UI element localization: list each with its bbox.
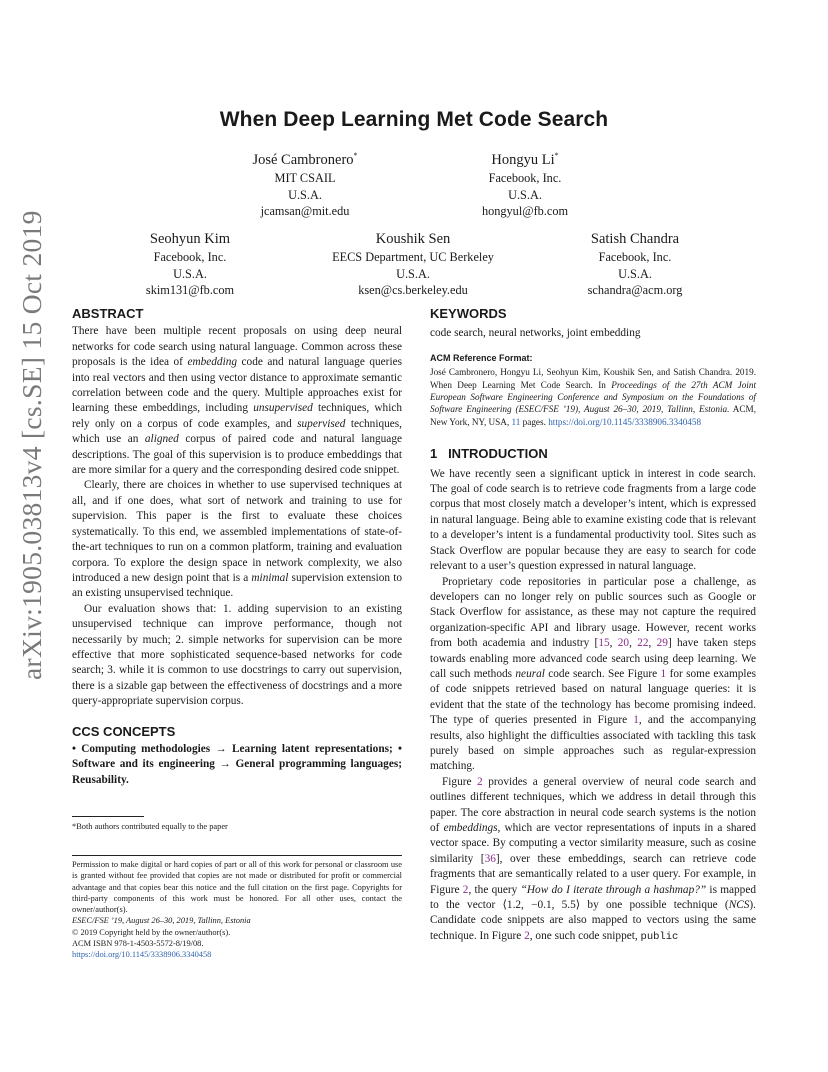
figure-ref-link[interactable]: 1 xyxy=(633,714,639,727)
footnote: *Both authors contributed equally to the paper xyxy=(72,822,228,831)
isbn-line: ACM ISBN 978-1-4503-5572-8/19/08. xyxy=(72,939,204,949)
intro-paragraph-2: Proprietary code repositories in particular pose a challenge, as developers can no longer rely on public sources such as Google or Stack Overflow for assistance, as these may not capture the required organization-specific API and library usage. However, recent works from both academia and industry [15, 20, 22, 29] have taken steps towards enabling more advanced code search using deep learning. We call such methods neural code search. See Figure 1 for some examples of code snippets retrieved based on natural language queries: it is evident that the state of the technology has become promising indeed. The type of queries presented in Figure 1, and the accompanying results, also highlight the difficulties associated with tackling this task purely based on simple approaches such as regular-expression matching. xyxy=(430,575,756,773)
author-affiliation: Facebook, Inc. xyxy=(598,250,672,264)
author-country: U.S.A. xyxy=(618,266,652,281)
author-email: jcamsan@mit.edu xyxy=(260,204,350,218)
introduction-heading: 1 INTRODUCTION xyxy=(430,446,548,462)
author-email: skim131@fb.com xyxy=(145,283,235,297)
ccs-heading: CCS CONCEPTS xyxy=(72,723,176,739)
author-email: hongyul@fb.com xyxy=(481,204,569,218)
figure-ref-link[interactable]: 2 xyxy=(524,929,530,942)
author-country: U.S.A. xyxy=(173,266,207,281)
abstract-heading: ABSTRACT xyxy=(72,306,144,321)
author-block-5 xyxy=(535,230,735,299)
author-name: Seohyun Kim xyxy=(149,231,231,247)
author-email: schandra@acm.org xyxy=(587,283,683,297)
acm-reference: ACM Reference Format: José Cambronero, Hongyu Li, Seohyun Kim, Koushik Sen, and Satish Chandra. 2019. When Deep Learning Met Code Search. In Proceedings of the 27th ACM Joint European Software Engineering Conference and Symposium on the Foundations of Software Engineering (ESEC/FSE ’19), August 26–30, 2019, Tallinn, Estonia. ACM, New York, NY, USA, 11 pages. https://doi.org/10.1145/3338906.3340458 xyxy=(430,352,757,427)
author-affiliation: Facebook, Inc. xyxy=(153,250,227,264)
author-affiliation: MIT CSAIL xyxy=(274,171,336,185)
citation-link[interactable]: 29 xyxy=(656,637,668,650)
author-country: U.S.A. xyxy=(396,266,430,281)
abstract-paragraph-1: There have been multiple recent proposals on using deep neural networks for code search using natural language. Common across these proposals is the idea of embedding code and natural language queries into real vectors and then using vector distance to approximate semantic correlation between code and the query. Multiple approaches exist for learning these embeddings, including unsupervised techniques, which rely only on a corpus of code examples, and supervised techniques, which use an aligned corpus of paired code and natural language descriptions. The goal of this supervision is to produce embeddings that are more similar for a query and the corresponding desired code snippet. xyxy=(72,325,402,477)
left-column xyxy=(72,306,402,788)
keywords-text: code search, neural networks, joint embedding xyxy=(430,327,641,340)
arxiv-stamp: arXiv:1905.03813v4 [cs.SE] 15 Oct 2019 xyxy=(16,210,47,680)
author-name: José Cambronero xyxy=(252,152,354,168)
right-column xyxy=(430,306,756,945)
abstract-paragraph-3: Our evaluation shows that: 1. adding supervision to an existing unsupervised technique can improve performance, though not necessarily by much; 2. simple networks for supervision can be more effective that more sophisticated sequence-based networks for code search; 3. while it is common to use docstrings to carry out supervision, there is a sizable gap between the effectiveness of docstrings and a more query-appropriate supervision corpus. xyxy=(72,602,402,708)
acm-doi-link[interactable]: https://doi.org/10.1145/3338906.3340458 xyxy=(548,416,702,427)
author-name: Koushik Sen xyxy=(375,231,451,247)
figure-ref-link[interactable]: 2 xyxy=(462,883,469,896)
author-name: Hongyu Li xyxy=(491,152,555,168)
pages-link[interactable]: 11 xyxy=(511,416,521,427)
figure-ref-link[interactable]: 2 xyxy=(477,775,483,788)
venue-line: ESEC/FSE ’19, August 26–30, 2019, Tallinn, Estonia xyxy=(72,916,251,926)
citation-link[interactable]: 20 xyxy=(617,637,630,650)
citation-link[interactable]: 22 xyxy=(637,637,649,650)
permission-text: Permission to make digital or hard copies of part or all of this work for personal or classroom use is granted without fee provided that copies are not made or distributed for profit or commercial advantage and that copies bear this notice and the full citation on the first page. Copyrights for third-party components of this work must be honored. For all other uses, contact the owner/author(s). xyxy=(72,860,402,915)
author-block-2: Hongyu Li* Facebook, Inc. U.S.A. hongyul@fb.com xyxy=(420,151,630,220)
paper-title: When Deep Learning Met Code Search xyxy=(219,108,609,131)
author-block-4 xyxy=(300,230,526,299)
permission-rule xyxy=(72,855,402,856)
copyright-line: © 2019 Copyright held by the owner/author(s). xyxy=(72,927,231,937)
author-affiliation: EECS Department, UC Berkeley xyxy=(332,250,494,264)
permission-block xyxy=(72,859,402,961)
figure-ref-link[interactable]: 1 xyxy=(660,667,667,680)
author-block-1: José Cambronero* MIT CSAIL U.S.A. jcamsan@mit.edu xyxy=(200,151,410,220)
acm-reference-heading: ACM Reference Format: xyxy=(430,352,533,363)
citation-link[interactable]: 15 xyxy=(598,637,610,650)
footnote-rule xyxy=(72,816,144,817)
author-country: U.S.A. xyxy=(508,187,542,202)
abstract-paragraph-2: Clearly, there are choices in whether to use supervised techniques at all, and if one does, what sort of network and training to use for supervision. This paper is the first to evaluate these choices systematically. To this end, we assembled implementations of state-of-the-art techniques to run on a common platform, training and evaluation corpora. To explore the design space in network complexity, we also introduced a new design point that is a minimal supervision extension to an existing unsupervised technique. xyxy=(72,479,402,600)
intro-paragraph-3: Figure 2 provides a general overview of neural code search and outlines different techniques, which we address in detail through this paper. The core abstraction in neural code search systems is the notion of embeddings, which are vector representations of inputs in a shared vector space. By computing a vector similarity measure, such as cosine similarity [36], over these embeddings, search can retrieve code fragments that are semantically related to a user query. For example, in Figure 2, the query “How do I iterate through a hashmap?” is mapped to the vector ⟨1.2, −0.1, 5.5⟩ by one possible technique (NCS). Candidate code snippets are also mapped to vectors using the same technique. In Figure 2, one such code snippet, public xyxy=(430,775,757,943)
author-block-3 xyxy=(90,230,290,299)
intro-paragraph-1: We have recently seen a significant uptick in interest in code search. The goal of code search is to retrieve code fragments from a large code corpus that most closely match a developer’s intent, which is expressed in natural language. Being able to examine existing code that is relevant to a developer’s intent is a fundamental productivity tool. Sites such as Stack Overflow are popular because they are easy to search for code relevant to a user’s question expressed in natural language. xyxy=(430,467,756,573)
citation-link[interactable]: 36 xyxy=(484,852,496,865)
author-affiliation: Facebook, Inc. xyxy=(488,171,562,185)
author-email: ksen@cs.berkeley.edu xyxy=(358,283,468,297)
author-name: Satish Chandra xyxy=(590,231,680,247)
keywords-heading: KEYWORDS xyxy=(430,306,507,321)
doi-link[interactable]: https://doi.org/10.1145/3338906.3340458 xyxy=(72,950,212,960)
ccs-concepts: • Computing methodologies → Learning latent representations; • Software and its engineering → General programming languages; Reusability. xyxy=(72,742,402,786)
author-country: U.S.A. xyxy=(288,187,322,202)
